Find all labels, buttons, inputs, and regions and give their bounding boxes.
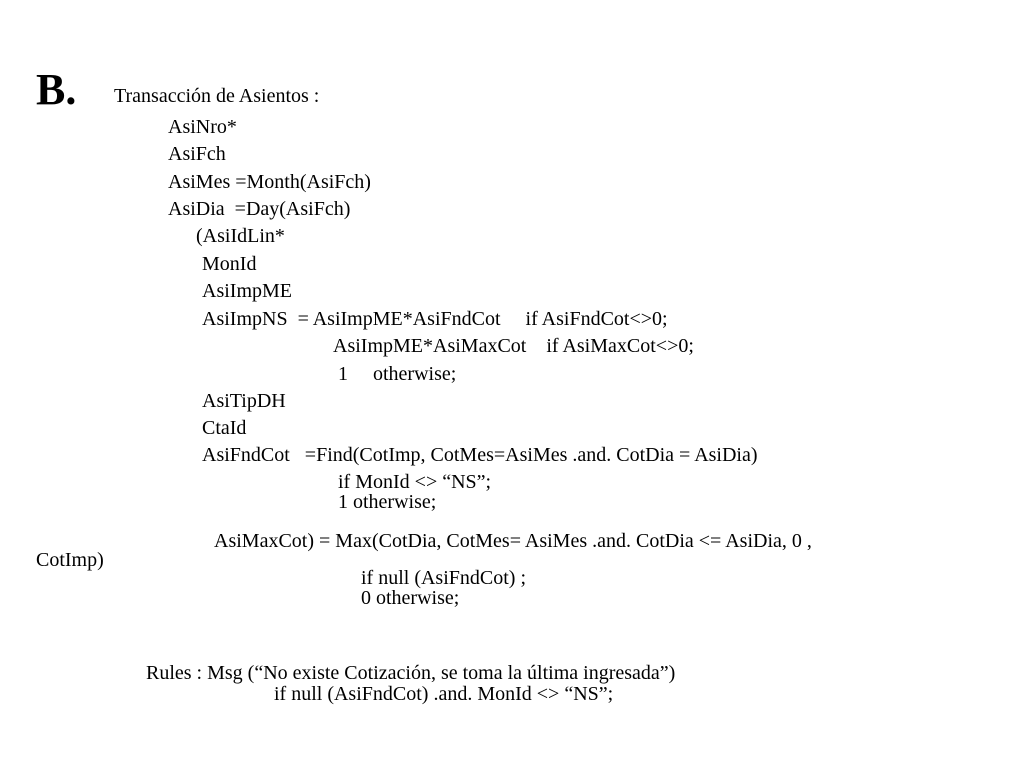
rules-condition: if null (AsiFndCot) .and. MonId <> “NS”;	[274, 683, 614, 705]
field-asimes: AsiMes =Month(AsiFch)	[168, 171, 371, 193]
field-asimaxcot-otherwise: 0 otherwise;	[361, 587, 460, 609]
field-asidia: AsiDia =Day(AsiFch)	[168, 198, 351, 220]
field-asiimpns-formula: AsiImpNS = AsiImpME*AsiFndCot if AsiFndCot<>0;	[202, 308, 668, 330]
field-asifndcot-condition: if MonId <> “NS”;	[338, 471, 492, 493]
section-letter: B.	[36, 65, 77, 114]
field-asinro: AsiNro*	[168, 116, 237, 138]
field-asitipdh: AsiTipDH	[202, 390, 286, 412]
rules-message: Rules : Msg (“No existe Cotización, se toma la última ingresada”)	[146, 662, 676, 684]
field-asifndcot-otherwise: 1 otherwise;	[338, 491, 437, 513]
field-asimaxcot-condition: if null (AsiFndCot) ;	[361, 567, 527, 589]
field-asiimpns-alt: AsiImpME*AsiMaxCot if AsiMaxCot<>0;	[333, 335, 694, 357]
section-title: Transacción de Asientos :	[114, 85, 320, 107]
field-asiimpns-otherwise: 1 otherwise;	[338, 363, 457, 385]
field-asiimpme: AsiImpME	[202, 280, 292, 302]
field-ctaid: CtaId	[202, 417, 247, 439]
field-asiidlin: (AsiIdLin*	[196, 225, 285, 247]
field-asifch: AsiFch	[168, 143, 226, 165]
field-asifndcot-formula: AsiFndCot =Find(CotImp, CotMes=AsiMes .and. CotDia = AsiDia)	[202, 444, 758, 466]
field-asimaxcot-formula: AsiMaxCot) = Max(CotDia, CotMes= AsiMes .and. CotDia <= AsiDia, 0 ,	[214, 530, 812, 552]
field-monid: MonId	[202, 253, 257, 275]
field-asimaxcot-wrap: CotImp)	[36, 549, 104, 571]
